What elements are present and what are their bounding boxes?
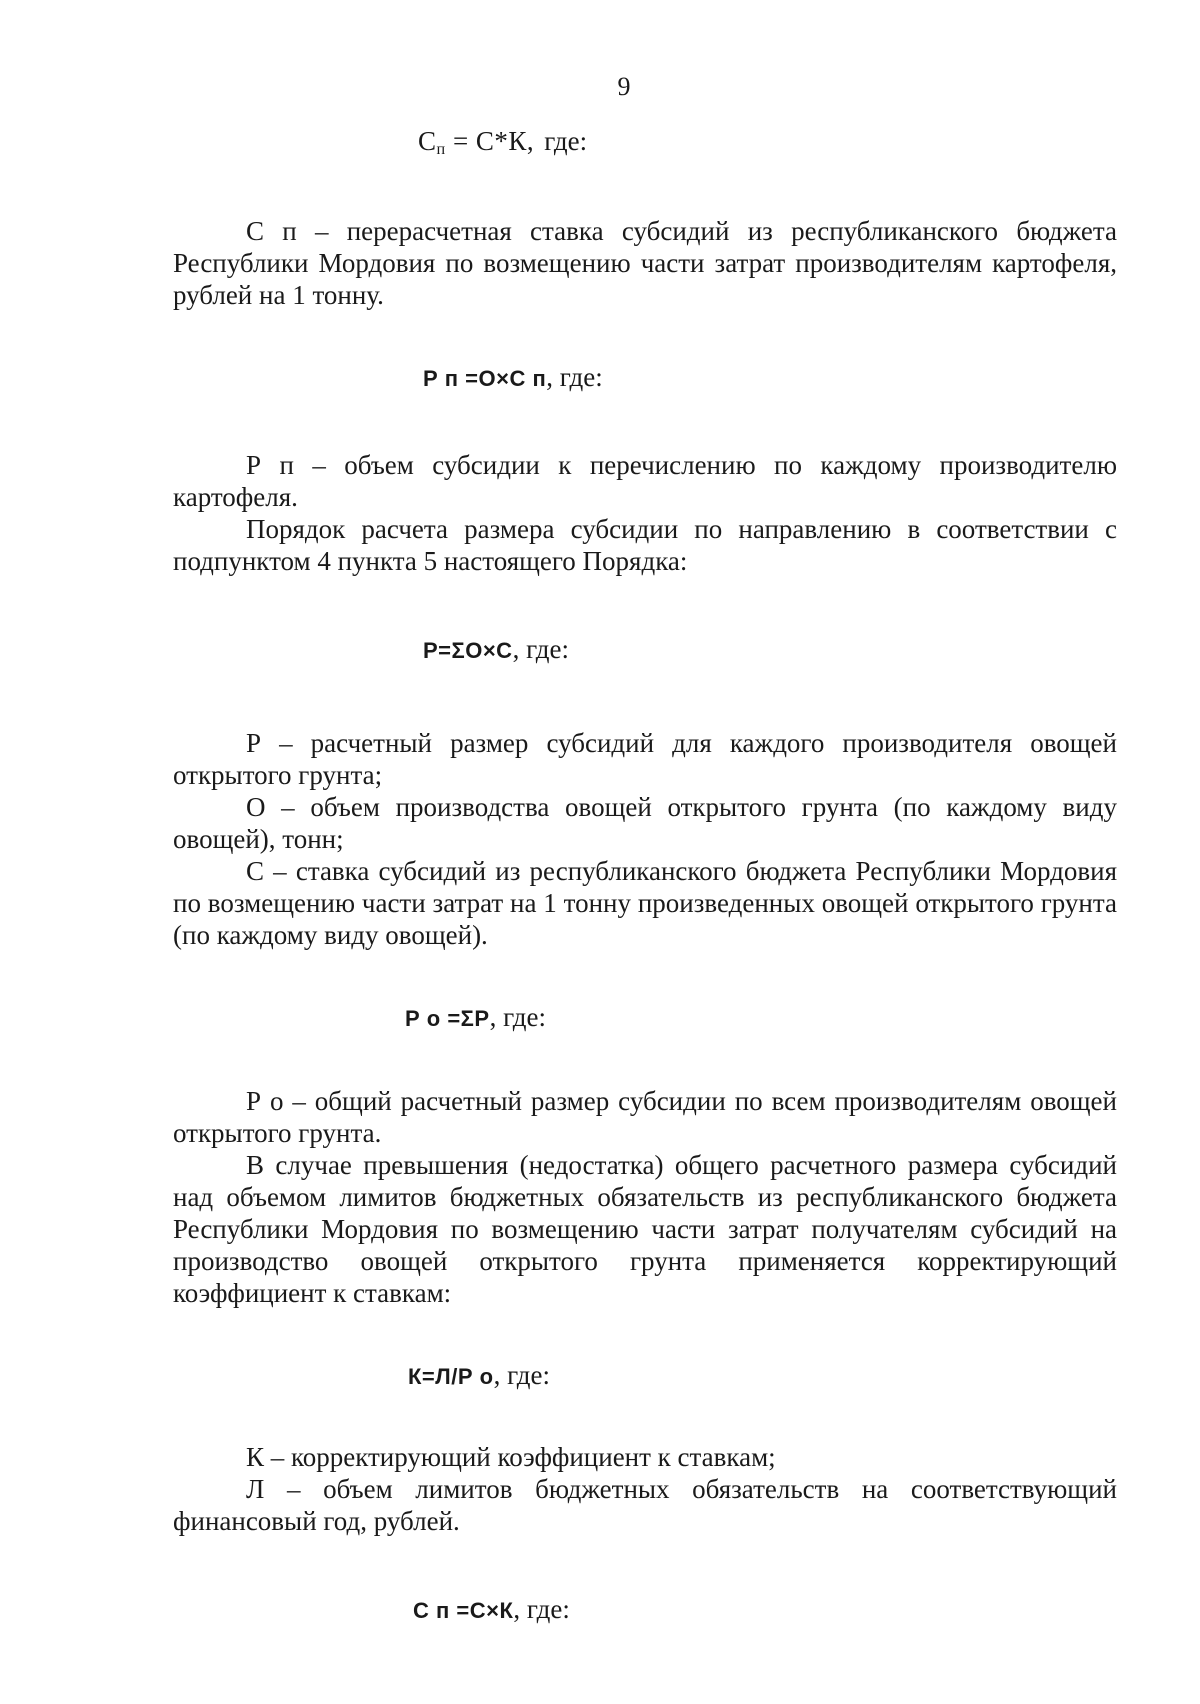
formula-k [408, 1359, 1117, 1393]
paragraph-r-definition: Р – расчетный размер субсидий для каждого производителя овощей открытого грунта; [173, 728, 1117, 790]
formula-k-expr: К=Л/Р о [408, 1364, 494, 1389]
paragraph-ro-definition: Р о – общий расчетный размер субсидии по всем производителям овощей открытого грунта. [173, 1086, 1117, 1148]
formula-rp-where: , где: [546, 362, 603, 392]
paragraph-c-definition: С – ставка субсидий из республиканского бюджета Республики Мордовия по возмещению части затрат на 1 тонну произведенных овощей открытого грунта (по каждому виду овощей). [173, 856, 1117, 950]
formula-cp [418, 125, 1117, 165]
paragraph-l-definition: Л – объем лимитов бюджетных обязательств на соответствующий финансовый год, рублей. [173, 1474, 1117, 1536]
paragraph-rp-definition: Р п – объем субсидии к перечислению по каждому производителю картофеля. [173, 450, 1117, 512]
formula-cp-final-where: , где: [513, 1594, 570, 1624]
paragraph-o-definition: О – объем производства овощей открытого грунта (по каждому виду овощей), тонн; [173, 792, 1117, 854]
formula-cp-final [413, 1593, 1117, 1627]
document-body [173, 125, 1117, 1627]
formula-k-where: , где: [493, 1360, 551, 1390]
formula-rp-expr: Р п =О×С п [423, 366, 547, 391]
formula-ro-where: , где: [489, 1002, 547, 1032]
formula-cp-lhs: $С_п = С*К$, [418, 126, 535, 158]
formula-r-where: , где: [512, 634, 570, 664]
formula-cp-final-expr: С п =С×К [413, 1598, 514, 1623]
paragraph-cp-definition: С п – перерасчетная ставка субсидий из республиканского бюджета Республики Мордовия по возмещению части затрат производителям картофеля, рублей на 1 тонну. [173, 216, 1117, 310]
formula-cp-where: где: [544, 126, 588, 156]
paragraph-correction-intro: В случае превышения (недостатка) общего расчетного размера субсидий над объемом лимитов бюджетных обязательств из республиканского бюджета Республики Мордовия по возмещению части затрат получателям субсидий на производство овощей открытого грунта применяется корректирующий коэффициент к ставкам: [173, 1150, 1117, 1308]
formula-rp [423, 361, 1117, 395]
formula-r [423, 633, 1117, 667]
paragraph-procedure-intro: Порядок расчета размера субсидии по направлению в соответствии с подпунктом 4 пункта 5 настоящего Порядка: [173, 514, 1117, 576]
formula-ro [405, 1001, 1117, 1035]
page-number: 9 [617, 72, 631, 101]
formula-ro-expr: Р о =ΣР [405, 1006, 490, 1031]
formula-r-expr: Р=ΣО×С [423, 638, 513, 663]
paragraph-k-definition: К – корректирующий коэффициент к ставкам; [246, 1442, 776, 1472]
